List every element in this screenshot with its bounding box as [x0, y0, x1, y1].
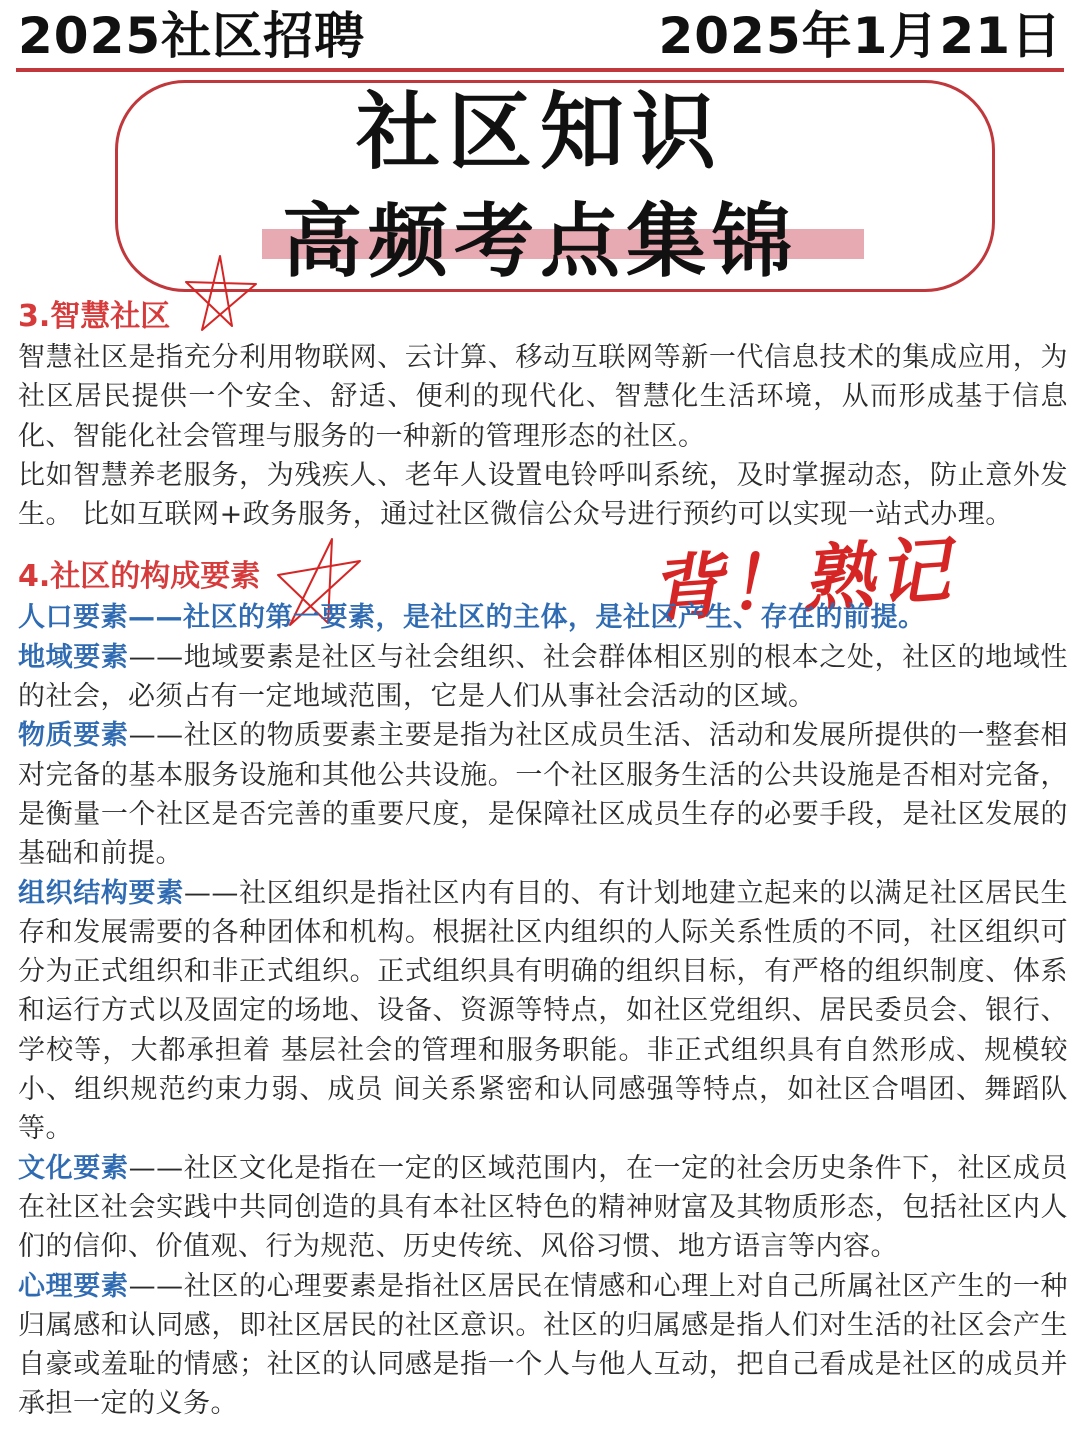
- element-paragraph: [18, 638, 1068, 717]
- element-key: 物质要素: [18, 720, 129, 752]
- element-key: 组织结构要素: [18, 877, 184, 909]
- handwritten-note: 背！熟记: [647, 526, 957, 633]
- element-paragraph: [18, 874, 1068, 1149]
- paragraph: 比如智慧养老服务，为残疾人、老年人设置电铃呼叫系统，及时掌握动态，防止意外发生。 比如互联网+政务服务，通过社区微信公众号进行预约可以实现一站式办理。: [18, 459, 1068, 531]
- header-left-title: 2025社区招聘: [18, 7, 366, 65]
- article-body: [18, 296, 1068, 1424]
- element-paragraph: [18, 1149, 1068, 1267]
- element-key: 心理要素: [18, 1270, 129, 1302]
- element-text: ——地域要素是社区与社会组织、社会群体相区别的根本之处，社区的地域性的社会，必须占有一定地域范围，它是人们从事社会活动的区域。: [18, 641, 1069, 713]
- paragraph: 智慧社区是指充分利用物联网、云计算、移动互联网等新一代信息技术的集成应用，为社区居民提供一个安全、舒适、便利的现代化、智慧化生活环境，从而形成基于信息化、智能化社会管理与服务的一种新的管理形态的社区。: [18, 342, 1068, 452]
- element-text: ——社区组织是指社区内有目的、有计划地建立起来的以满足社区居民生存和发展需要的各种团体和机构。根据社区内组织的人际关系性质的不同，社区组织可分为正式组织和非正式组织。正式组织具有明确的组织目标，有严格的组织制度、体系和运行方式以及固定的场地、设备、资源等特点，如社区党组织、居民委员会、银行、学校等，大都承担着 基层社会的管理和服务职能。非正式组织具有自然形成、规模较小、组织规范约束力弱、成员 间关系紧密和认同感强等特点，如社区合唱团、舞蹈队等。: [18, 877, 1069, 1145]
- section-heading-community-elements: 4.社区的构成要素: [18, 559, 261, 595]
- page-subtitle: 高频考点集锦: [282, 195, 798, 288]
- element-paragraph: [18, 1267, 1068, 1424]
- element-text: ——社区文化是指在一定的区域范围内，在一定的社会历史条件下，社区成员在社区社会实践中共同创造的具有本社区特色的精神财富及其物质形态，包括社区内人们的信仰、价值观、行为规范、历史传统、风俗习惯、地方语言等内容。: [18, 1152, 1069, 1263]
- element-text: ——社区的心理要素是指社区居民在情感和心理上对自己所属社区产生的一种归属感和认同感，即社区居民的社区意识。社区的归属感是指人们对生活的社区会产生自豪或羞耻的情感；社区的认同感是指一个人与他人互动，把自己看成是社区的成员并承担一定的义务。: [18, 1270, 1069, 1420]
- top-header: [0, 0, 1080, 72]
- element-paragraph: [18, 716, 1068, 873]
- element-key: 地域要素: [18, 641, 129, 673]
- population-element: 人口要素——社区的第一要素，是社区的主体，是社区产生、存在的前提。: [18, 602, 926, 634]
- element-text: ——社区的物质要素主要是指为社区成员生活、活动和发展所提供的一整套相对完备的基本服务设施和其他公共设施。一个社区服务生活的公共设施是否相对完备，是衡量一个社区是否完善的重要尺度，是保障社区成员生存的必要手段，是社区发展的基础和前提。: [18, 720, 1069, 870]
- header-date: 2025年1月21日: [658, 7, 1062, 65]
- page-title: 社区知识: [355, 83, 724, 181]
- header-divider: [16, 68, 1064, 72]
- section-heading-smart-community: 3.智慧社区: [18, 299, 171, 334]
- element-key: 文化要素: [18, 1152, 129, 1184]
